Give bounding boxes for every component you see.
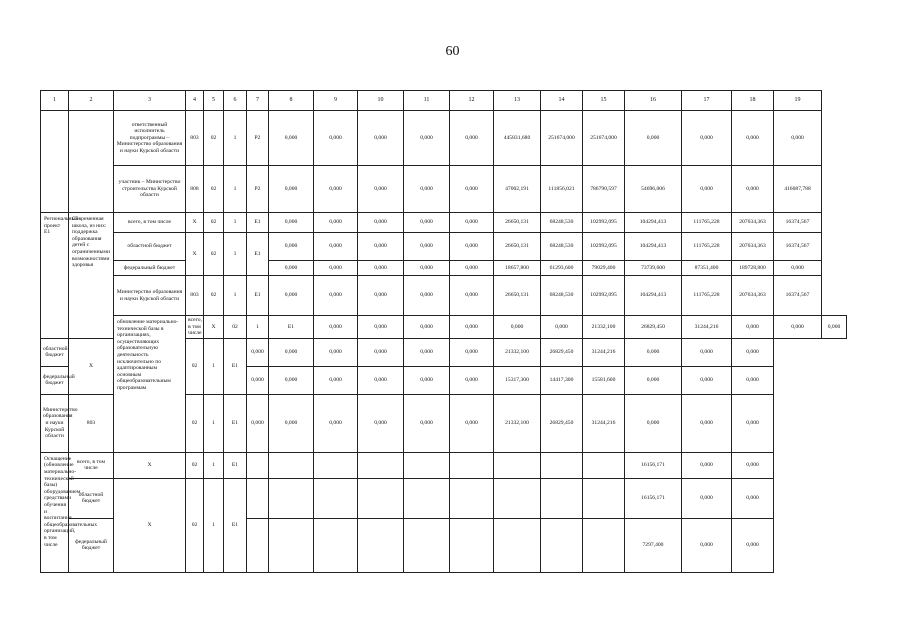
code-cell: P2 [247, 166, 269, 213]
value-cell: 26829,450 [625, 316, 682, 339]
budget-table [40, 90, 847, 573]
value-cell: 0,000 [682, 518, 732, 572]
header-cell: 1 [41, 91, 69, 111]
empty-cell [269, 518, 314, 572]
empty-cell [247, 452, 269, 478]
row-label: федеральный бюджет [69, 518, 114, 572]
code-cell: P2 [247, 111, 269, 166]
value-cell: 251674,000 [583, 111, 625, 166]
value-cell: 68248,530 [541, 233, 583, 261]
empty-cell [358, 518, 404, 572]
value-cell: 16156,171 [625, 452, 682, 478]
value-cell: 0,000 [450, 276, 494, 316]
value-cell: 31244,216 [583, 394, 625, 452]
empty-cell [450, 478, 494, 518]
value-cell: 14417,300 [541, 366, 583, 394]
value-cell: 0,000 [358, 111, 404, 166]
value-cell: 16374,567 [774, 233, 822, 261]
empty-cell [69, 111, 114, 213]
value-cell: 0,000 [625, 394, 682, 452]
value-cell: 0,000 [450, 394, 494, 452]
value-cell: 0,000 [269, 338, 314, 366]
value-cell: 18657,800 [494, 261, 541, 276]
value-cell: 207634,363 [732, 213, 774, 233]
value-cell: 0,000 [358, 233, 404, 261]
value-cell: 104294,413 [625, 276, 682, 316]
value-cell: 102992,095 [583, 276, 625, 316]
value-cell: 0,000 [450, 316, 494, 339]
value-cell: 0,000 [732, 338, 774, 366]
value-cell: 0,000 [450, 261, 494, 276]
value-cell: 445831,680 [494, 111, 541, 166]
empty-cell [269, 478, 314, 518]
value-cell: 47002,191 [494, 166, 541, 213]
value-cell: 26829,450 [541, 394, 583, 452]
value-cell: 0,000 [247, 338, 269, 366]
value-cell: 111765,228 [682, 213, 732, 233]
code-cell: 803 [69, 394, 114, 452]
table-row [41, 452, 847, 478]
empty-cell [494, 478, 541, 518]
empty-cell [314, 452, 358, 478]
header-cell: 6 [224, 91, 247, 111]
row-label: областной бюджет [41, 338, 69, 366]
value-cell: 0,000 [358, 366, 404, 394]
empty-cell [494, 452, 541, 478]
code-cell: E1 [247, 276, 269, 316]
value-cell: 0,000 [774, 111, 822, 166]
value-cell: 0,000 [732, 111, 774, 166]
code-cell: E1 [224, 338, 247, 394]
value-cell: 0,000 [358, 394, 404, 452]
value-cell: 0,000 [269, 166, 314, 213]
value-cell: 0,000 [358, 316, 404, 339]
empty-cell [314, 478, 358, 518]
value-cell: 7297,400 [625, 518, 682, 572]
value-cell: 416087,788 [774, 166, 822, 213]
value-cell: 15317,300 [494, 366, 541, 394]
code-cell: X [186, 213, 204, 233]
value-cell: 0,000 [404, 276, 450, 316]
value-cell: 54696,006 [625, 166, 682, 213]
value-cell: 0,000 [625, 111, 682, 166]
value-cell: 0,000 [314, 233, 358, 261]
header-cell: 9 [314, 91, 358, 111]
value-cell: 0,000 [625, 338, 682, 366]
empty-cell [583, 478, 625, 518]
code-cell: E1 [269, 316, 314, 339]
code-cell: 1 [247, 316, 269, 339]
code-cell: 02 [204, 166, 224, 213]
value-cell: 0,000 [774, 261, 822, 276]
regional-project-cell: Региональный проект E1 [41, 213, 69, 339]
code-cell: 02 [186, 394, 204, 452]
value-cell: 26829,450 [541, 338, 583, 366]
empty-cell [41, 111, 69, 213]
empty-cell [450, 452, 494, 478]
header-cell: 7 [247, 91, 269, 111]
value-cell: 0,000 [450, 166, 494, 213]
value-cell: 0,000 [732, 478, 774, 518]
empty-cell [583, 518, 625, 572]
value-cell: 207634,363 [732, 276, 774, 316]
value-cell: 189728,800 [732, 261, 774, 276]
value-cell: 26650,131 [494, 213, 541, 233]
header-cell: 16 [625, 91, 682, 111]
value-cell: 104294,413 [625, 233, 682, 261]
empty-cell [314, 518, 358, 572]
empty-cell [358, 478, 404, 518]
value-cell: 0,000 [358, 166, 404, 213]
value-cell: 251674,000 [541, 111, 583, 166]
row-label: всего, в том числе [114, 213, 186, 233]
value-cell: 0,000 [404, 338, 450, 366]
value-cell: 0,000 [541, 316, 583, 339]
value-cell: 0,000 [404, 166, 450, 213]
value-cell: 0,000 [314, 316, 358, 339]
code-cell: 1 [224, 276, 247, 316]
header-cell: 5 [204, 91, 224, 111]
value-cell: 0,000 [269, 394, 314, 452]
value-cell: 0,000 [314, 338, 358, 366]
code-cell: 02 [204, 213, 224, 233]
value-cell: 0,000 [358, 213, 404, 233]
row-label: ответственный исполнитель подпрограммы – Министерство образования и науки Курской области [114, 111, 186, 166]
value-cell: 0,000 [404, 316, 450, 339]
value-cell: 21332,100 [494, 394, 541, 452]
header-cell: 14 [541, 91, 583, 111]
code-cell: E1 [247, 233, 269, 276]
value-cell: 68248,530 [541, 213, 583, 233]
value-cell: 0,000 [269, 213, 314, 233]
value-cell: 0,000 [774, 316, 822, 339]
value-cell: 0,000 [269, 111, 314, 166]
empty-cell [583, 452, 625, 478]
value-cell: 0,000 [358, 261, 404, 276]
value-cell: 26650,131 [494, 233, 541, 261]
value-cell: 0,000 [269, 366, 314, 394]
value-cell: 21332,100 [583, 316, 625, 339]
empty-cell [404, 478, 450, 518]
value-cell: 0,000 [450, 213, 494, 233]
header-cell: 2 [69, 91, 114, 111]
table-row [41, 233, 847, 261]
header-cell: 18 [732, 91, 774, 111]
value-cell: 0,000 [450, 233, 494, 261]
code-cell: 1 [204, 478, 224, 572]
value-cell: 207634,363 [732, 233, 774, 261]
code-cell: E1 [224, 478, 247, 572]
code-cell: X [69, 338, 114, 394]
code-cell: 1 [204, 452, 224, 478]
value-cell: 0,000 [682, 478, 732, 518]
value-cell: 0,000 [404, 213, 450, 233]
value-cell: 0,000 [682, 166, 732, 213]
header-cell: 12 [450, 91, 494, 111]
value-cell: 111765,228 [682, 233, 732, 261]
value-cell: 0,000 [682, 452, 732, 478]
code-cell: 808 [186, 166, 204, 213]
value-cell: 102992,095 [583, 213, 625, 233]
empty-cell [358, 452, 404, 478]
value-cell: 16156,171 [625, 478, 682, 518]
row-label: федеральный бюджет [114, 261, 186, 276]
header-cell: 15 [583, 91, 625, 111]
code-cell: 1 [224, 166, 247, 213]
value-cell: 68248,530 [541, 276, 583, 316]
value-cell: 0,000 [682, 394, 732, 452]
value-cell: 0,000 [358, 338, 404, 366]
value-cell: 0,000 [450, 338, 494, 366]
table-row [41, 276, 847, 316]
value-cell: 0,000 [358, 276, 404, 316]
row-label: областной бюджет [114, 233, 186, 261]
empty-cell [404, 518, 450, 572]
value-cell: 0,000 [682, 338, 732, 366]
code-cell: X [186, 233, 204, 276]
program-description-cell: Оснащение (обновление материально-технической базы) оборудованием, средствами обучения и воспитания общеобразовательных организаций, в том числе [41, 452, 69, 572]
header-cell: 19 [774, 91, 822, 111]
row-label: федеральный бюджет [41, 366, 69, 394]
value-cell: 0,000 [314, 394, 358, 452]
value-cell: 0,000 [682, 111, 732, 166]
value-cell: 31244,216 [583, 338, 625, 366]
value-cell: 73739,600 [625, 261, 682, 276]
value-cell: 0,000 [314, 366, 358, 394]
code-cell: 02 [186, 452, 204, 478]
program-description-cell: Современная школа, из них: поддержка образования детей с ограниченными возможностями здоровья [69, 213, 114, 339]
header-row [41, 91, 847, 111]
header-cell: 17 [682, 91, 732, 111]
value-cell: 0,000 [625, 366, 682, 394]
value-cell: 0,000 [404, 111, 450, 166]
header-cell: 4 [186, 91, 204, 111]
value-cell: 61293,600 [541, 261, 583, 276]
code-cell: E1 [224, 452, 247, 478]
value-cell: 16374,567 [774, 276, 822, 316]
empty-cell [247, 518, 269, 572]
value-cell: 0,000 [732, 366, 774, 394]
value-cell: 111856,021 [541, 166, 583, 213]
empty-cell [450, 518, 494, 572]
value-cell: 0,000 [404, 394, 450, 452]
value-cell: 111765,228 [682, 276, 732, 316]
value-cell: 26650,131 [494, 276, 541, 316]
code-cell: X [204, 316, 224, 339]
header-cell: 8 [269, 91, 314, 111]
row-label: всего, в том числе [69, 452, 114, 478]
value-cell: 0,000 [732, 166, 774, 213]
row-label: Министерство образования и науки Курской области [41, 394, 69, 452]
value-cell: 0,000 [682, 366, 732, 394]
empty-cell [247, 478, 269, 518]
code-cell: 02 [186, 338, 204, 394]
code-cell: E1 [247, 213, 269, 233]
empty-cell [541, 518, 583, 572]
value-cell: 0,000 [269, 261, 314, 276]
value-cell: 0,000 [269, 233, 314, 261]
value-cell: 0,000 [732, 394, 774, 452]
header-cell: 11 [404, 91, 450, 111]
code-cell: 02 [204, 111, 224, 166]
code-cell: 02 [204, 276, 224, 316]
code-cell: X [114, 452, 186, 478]
value-cell: 87351,400 [682, 261, 732, 276]
code-cell: 02 [224, 316, 247, 339]
value-cell: 0,000 [247, 366, 269, 394]
code-cell: X [114, 478, 186, 572]
value-cell: 0,000 [314, 213, 358, 233]
table-row [41, 316, 847, 339]
code-cell: E1 [224, 394, 247, 452]
value-cell: 79029,400 [583, 261, 625, 276]
table-row [41, 213, 847, 233]
code-cell: 02 [204, 233, 224, 276]
value-cell: 0,000 [404, 366, 450, 394]
value-cell: 0,000 [247, 394, 269, 452]
value-cell: 15581,600 [583, 366, 625, 394]
value-cell: 0,000 [314, 166, 358, 213]
value-cell: 0,000 [732, 316, 774, 339]
value-cell: 0,000 [314, 111, 358, 166]
value-cell: 21332,100 [494, 338, 541, 366]
value-cell: 0,000 [450, 111, 494, 166]
empty-cell [541, 452, 583, 478]
value-cell: 104294,413 [625, 213, 682, 233]
empty-cell [404, 452, 450, 478]
value-cell: 0,000 [822, 316, 847, 339]
row-label: Министерство образования и науки Курской области [114, 276, 186, 316]
value-cell: 16374,567 [774, 213, 822, 233]
row-label: областной бюджет [69, 478, 114, 518]
table-row [41, 261, 847, 276]
empty-cell [494, 518, 541, 572]
header-cell: 10 [358, 91, 404, 111]
value-cell: 0,000 [314, 261, 358, 276]
code-cell: 1 [224, 233, 247, 276]
page-number: 60 [445, 44, 460, 59]
value-cell: 0,000 [450, 366, 494, 394]
program-description-cell: обновление материально-технической базы в организациях, осуществляющих образовательную деятельность исключительно по адаптированным основным общеобразовательным программам [114, 316, 186, 453]
value-cell: 0,000 [404, 233, 450, 261]
empty-cell [269, 452, 314, 478]
code-cell: 803 [186, 276, 204, 316]
code-cell: 1 [224, 213, 247, 233]
row-label: участник – Министерство строительства Курской области [114, 166, 186, 213]
code-cell: 02 [186, 478, 204, 572]
code-cell: 1 [204, 338, 224, 394]
code-cell: 1 [224, 111, 247, 166]
value-cell: 786790,597 [583, 166, 625, 213]
value-cell: 0,000 [732, 518, 774, 572]
value-cell: 31244,216 [682, 316, 732, 339]
table-row [41, 478, 847, 518]
table-row [41, 166, 847, 213]
header-cell: 3 [114, 91, 186, 111]
code-cell: 1 [204, 394, 224, 452]
code-cell: 803 [186, 111, 204, 166]
value-cell: 0,000 [404, 261, 450, 276]
value-cell: 102992,095 [583, 233, 625, 261]
value-cell: 0,000 [269, 276, 314, 316]
row-label: всего, в том числе [186, 316, 204, 339]
header-cell: 13 [494, 91, 541, 111]
value-cell: 0,000 [314, 276, 358, 316]
value-cell: 0,000 [732, 452, 774, 478]
table-row [41, 111, 847, 166]
empty-cell [541, 478, 583, 518]
value-cell: 0,000 [494, 316, 541, 339]
